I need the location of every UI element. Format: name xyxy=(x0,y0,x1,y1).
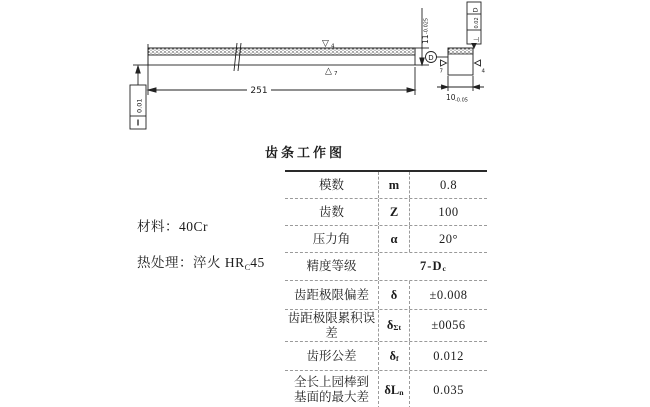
dimension-arrow xyxy=(148,88,156,92)
main-view-finish-marks xyxy=(322,39,338,77)
hardness-scale-subscript: C xyxy=(244,262,251,272)
finish-mark-icon xyxy=(441,60,447,66)
straightness-value: 0.01 xyxy=(135,98,144,113)
row-symbol xyxy=(378,226,409,252)
break-line xyxy=(238,43,241,71)
dimension-arrow xyxy=(473,85,480,89)
width-dimension xyxy=(437,76,484,104)
row-label: 齿形公差 xyxy=(306,348,357,363)
symbol-main: δL xyxy=(384,382,400,397)
rack-main-view xyxy=(133,43,415,71)
height-dimension-value: 11 xyxy=(421,34,430,44)
row-value: 0.012 xyxy=(409,342,487,370)
symbol-main: α xyxy=(390,231,398,246)
height-dimension-tolerance: -0.025 xyxy=(423,17,430,34)
accuracy-grade-sub: c xyxy=(442,264,446,274)
finish-grade: 7 xyxy=(439,68,443,75)
datum-letter: D xyxy=(428,53,434,62)
row-symbol xyxy=(378,371,409,407)
width-dimension-value: 10 xyxy=(446,93,456,102)
row-value: ±0.008 xyxy=(409,281,487,309)
row-label: 齿距极限累积误差 xyxy=(287,310,376,340)
row-value: 0.035 xyxy=(409,371,487,407)
row-label-line2: 基面的最大差 xyxy=(293,390,369,404)
row-label: 精度等级 xyxy=(306,259,357,273)
row-value: 0.8 xyxy=(409,172,487,198)
rack-technical-drawing xyxy=(0,0,650,140)
symbol-sub: n xyxy=(399,387,404,397)
hardness-value: 45 xyxy=(250,255,265,270)
width-dimension-tolerance: -0.05 xyxy=(455,97,468,104)
symbol-main: Z xyxy=(389,204,399,219)
heat-treatment-text: 热处理：淬火 HR xyxy=(137,255,245,270)
leader-arrow xyxy=(136,66,140,73)
perpendicularity-value: 0.02 xyxy=(474,17,480,29)
table-row-accuracy-grade xyxy=(285,253,487,281)
rack-end-view xyxy=(426,48,486,75)
symbol-main: m xyxy=(388,177,400,192)
finish-mark-icon xyxy=(475,60,481,66)
table-row-profile-tolerance xyxy=(285,342,487,371)
row-label: 齿数 xyxy=(318,204,344,219)
perpendicularity-icon: ⊥ xyxy=(472,36,481,43)
material-text: 材料：40Cr xyxy=(137,219,208,234)
break-line xyxy=(234,43,237,71)
heat-treatment-note xyxy=(137,251,265,271)
symbol-sub: Σt xyxy=(393,323,402,333)
finish-grade: 4 xyxy=(481,68,485,75)
row-symbol xyxy=(378,310,409,341)
row-symbol xyxy=(378,342,409,370)
row-label: 齿距极限偏差 xyxy=(293,287,369,302)
perpendicularity-tolerance-frame xyxy=(467,2,481,48)
table-row-max-pin-to-base-difference xyxy=(285,371,487,407)
dimension-arrow xyxy=(420,58,424,65)
length-dimension-value: 251 xyxy=(250,86,268,96)
row-symbol xyxy=(378,172,409,198)
table-row-module xyxy=(285,172,487,199)
table-row-pitch-limit-deviation xyxy=(285,281,487,310)
row-value: 100 xyxy=(409,199,487,225)
row-value: 20° xyxy=(409,226,487,252)
row-label: 压力角 xyxy=(312,231,351,246)
symbol-sub: f xyxy=(395,353,399,363)
symbol-main: δ xyxy=(386,318,394,332)
row-value: ±0056 xyxy=(409,310,487,341)
symbol-main: δ xyxy=(390,287,398,302)
row-label-line1: 全长上园棒到 xyxy=(293,375,369,389)
row-label: 模数 xyxy=(318,177,344,192)
leader-arrow xyxy=(472,44,476,49)
table-row-teeth-count xyxy=(285,199,487,226)
finish-mark-icon: ▽ xyxy=(322,39,329,49)
symbol-main: δ xyxy=(389,348,396,363)
row-label xyxy=(285,371,378,407)
accuracy-grade-main: 7-D xyxy=(420,259,443,273)
tooth-surface-band xyxy=(148,48,415,55)
gear-parameter-table xyxy=(285,170,487,407)
finish-mark-icon: △ xyxy=(325,66,332,77)
tooth-surface-band xyxy=(448,48,473,54)
table-row-cumulative-pitch-error xyxy=(285,310,487,342)
row-symbol xyxy=(378,199,409,225)
drawing-caption: 齿条工作图 xyxy=(264,145,345,160)
dimension-arrow xyxy=(442,85,449,89)
table-row-pressure-angle xyxy=(285,226,487,253)
perpendicularity-datum: D xyxy=(471,7,480,13)
row-value xyxy=(378,253,487,280)
material-note xyxy=(137,215,208,235)
finish-grade: 4 xyxy=(331,43,335,50)
row-symbol xyxy=(378,281,409,309)
straightness-tolerance-frame xyxy=(130,66,146,129)
dimension-arrow xyxy=(407,88,415,92)
finish-grade: 7 xyxy=(334,71,338,77)
